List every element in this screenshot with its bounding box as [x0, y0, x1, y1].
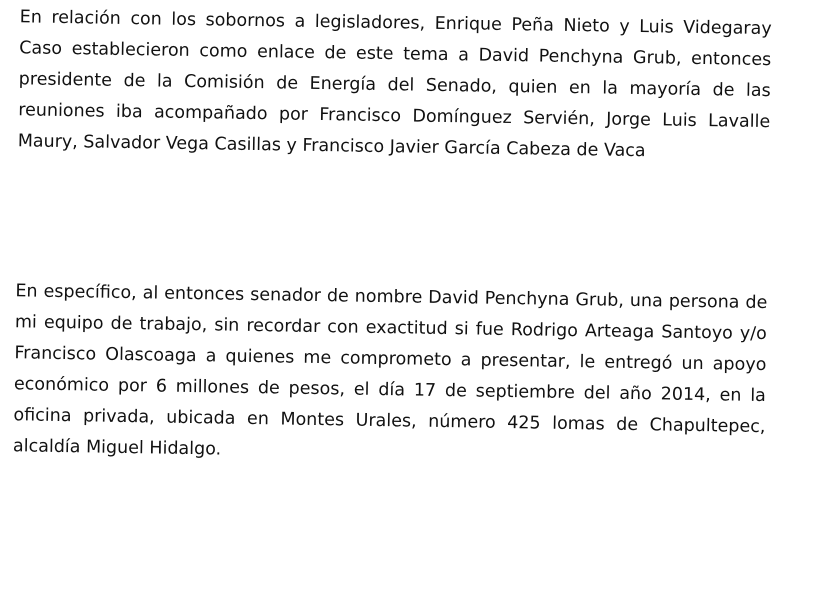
paragraph-bribes-legislators: En relación con los sobornos a legisladores, Enrique Peña Nieto y Luis Videgaray Caso establecieron como enlace de este tema a David Penchyna Grub, entonces presidente de la Comisión de Energía del Senado, quien en la mayoría de las reuniones iba acompañado por Francisco Domínguez Servién, Jorge Luis Lavalle Maury, Salvador Vega Casillas y Francisco Javier García Cabeza de Vaca	[17, 7, 772, 162]
paragraph-payment-details: En específico, al entonces senador de nombre David Penchyna Grub, una persona de mi equipo de trabajo, sin recordar con exactitud si fue Rodrigo Arteaga Santoyo y/o Francisco Olascoaga a quienes me comprometo a presentar, le entregó un apoyo económico por 6 millones de pesos, el día 17 de septiembre del año 2014, en la oficina privada, ubicada en Montes Urales, número 425 lomas de Chapultepec, alcaldía Miguel Hidalgo.	[12, 281, 768, 460]
